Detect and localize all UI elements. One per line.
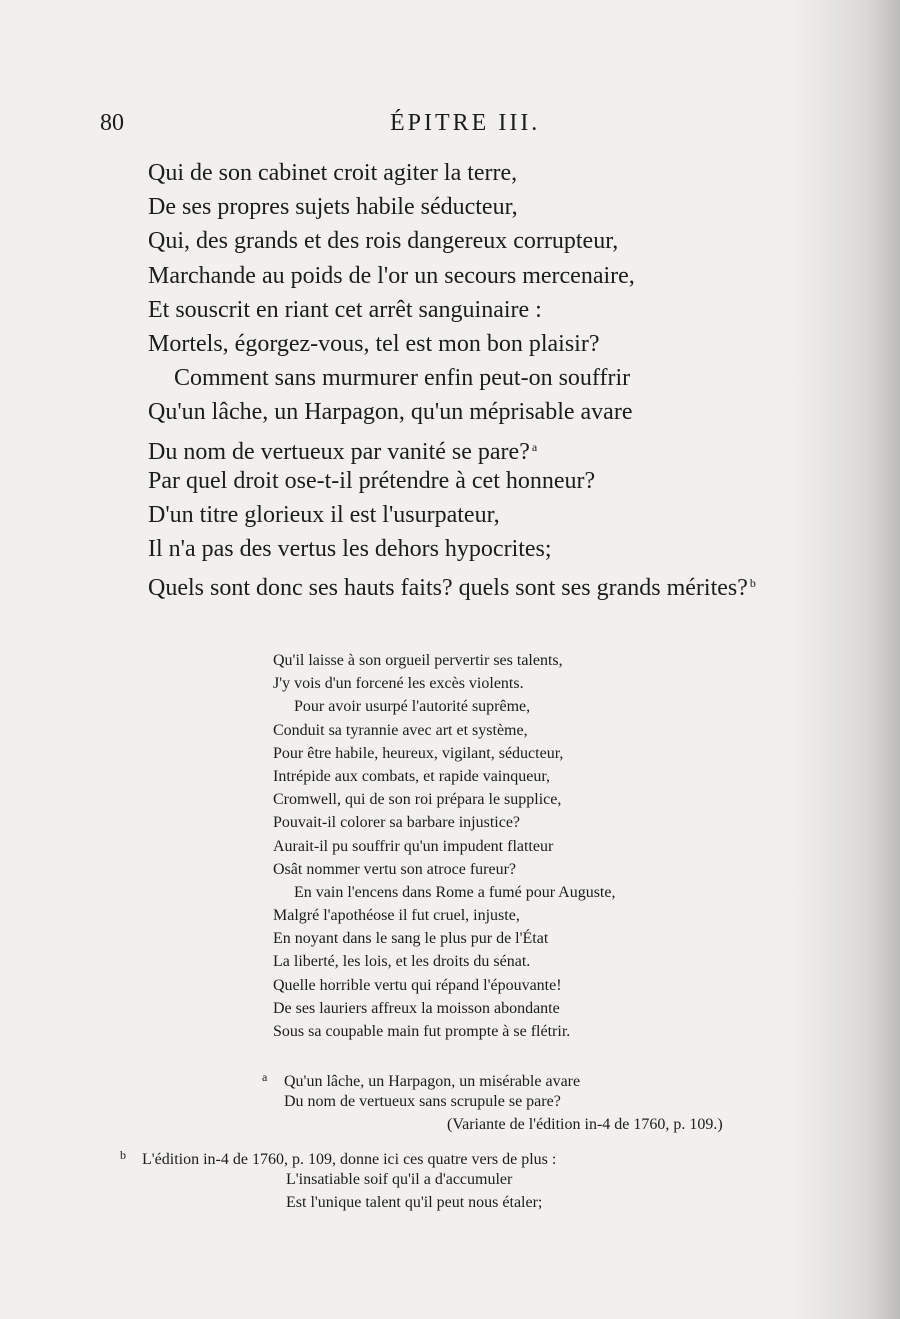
verse-line: D'un titre glorieux il est l'usurpateur, — [148, 501, 500, 528]
footnote-line: a Qu'un lâche, un Harpagon, un misérable avare — [262, 1066, 723, 1090]
verse-line: Qu'un lâche, un Harpagon, qu'un méprisable avare — [148, 399, 633, 426]
quote-line: Qu'il laisse à son orgueil pervertir ses talents, — [273, 652, 563, 669]
quote-line: Pour avoir usurpé l'autorité suprême, — [294, 698, 531, 716]
quote-line: En vain l'encens dans Rome a fumé pour Auguste, — [294, 883, 616, 901]
footnote-b — [120, 1144, 556, 1215]
verse-line: Par quel droit ose-t-il prétendre à cet honneur? — [148, 467, 596, 494]
footnote-line: b L'édition in-4 de 1760, p. 109, donne ici ces quatre vers de plus : — [120, 1144, 556, 1168]
verse-line: Mortels, égorgez-vous, tel est mon bon plaisir? — [148, 330, 600, 357]
verse-line: Qui, des grands et des rois dangereux corrupteur, — [148, 228, 619, 255]
quote-line: En noyant dans le sang le plus pur de l'État — [273, 930, 549, 948]
page-number: 80 — [100, 110, 124, 136]
main-verse — [148, 156, 868, 600]
quote-line: Pouvait-il colorer sa barbare injustice? — [273, 814, 521, 832]
quote-line: Intrépide aux combats, et rapide vainqueur, — [273, 767, 551, 785]
footnote-ref-a: a — [531, 439, 538, 454]
verse-line: Quels sont donc ses hauts faits? quels sont ses grands mérites? $^b$ — [148, 575, 756, 602]
footnote-a — [262, 1066, 723, 1137]
quote-line: Malgré l'apothéose il fut cruel, injuste, — [273, 907, 520, 925]
quote-line: J'y vois d'un forcené les excès violents. — [273, 675, 524, 693]
footnote-line: Est l'unique talent qu'il peut nous étaler; — [286, 1194, 543, 1211]
quote-line: Cromwell, qui de son roi prépara le supplice, — [273, 791, 562, 809]
footnote-ref-b: b — [749, 576, 756, 591]
quote-line: Conduit sa tyrannie avec art et système, — [273, 721, 528, 739]
quote-line: Aurait-il pu souffrir qu'un impudent flatteur — [273, 837, 554, 855]
verse-line: Il n'a pas des vertus les dehors hypocrites; — [148, 536, 552, 563]
quote-line: Osât nommer vertu son atroce fureur? — [273, 860, 517, 878]
running-head: ÉPITRE III. — [390, 110, 541, 136]
quoted-verse-block — [273, 649, 773, 1043]
quote-line: Quelle horrible vertu qui répand l'épouvante! — [273, 976, 562, 994]
verse-line: Qui de son cabinet croit agiter la terre, — [148, 160, 518, 186]
quote-line: Pour être habile, heureux, vigilant, séducteur, — [273, 744, 564, 762]
quote-line: Sous sa coupable main fut prompte à se flétrir. — [273, 1023, 571, 1040]
footnote-mark-a: a — [262, 1070, 268, 1084]
footnote-line: L'insatiable soif qu'il a d'accumuler — [286, 1170, 513, 1188]
verse-line: Comment sans murmurer enfin peut-on souffrir — [174, 365, 631, 392]
quote-line: De ses lauriers affreux la moisson abondante — [273, 999, 560, 1017]
footnote-line: Du nom de vertueux sans scrupule se pare? — [284, 1092, 561, 1110]
verse-line: Marchande au poids de l'or un secours mercenaire, — [148, 262, 635, 289]
verse-line: Et souscrit en riant cet arrêt sanguinaire : — [148, 296, 542, 323]
footnote-source: (Variante de l'édition in-4 de 1760, p. 109.) — [447, 1116, 723, 1133]
footnote-mark-b: b — [120, 1148, 126, 1162]
verse-line: De ses propres sujets habile séducteur, — [148, 194, 518, 221]
quote-line: La liberté, les lois, et les droits du sénat. — [273, 953, 531, 971]
verse-line: Du nom de vertueux par vanité se pare? $^a$ — [148, 438, 538, 465]
